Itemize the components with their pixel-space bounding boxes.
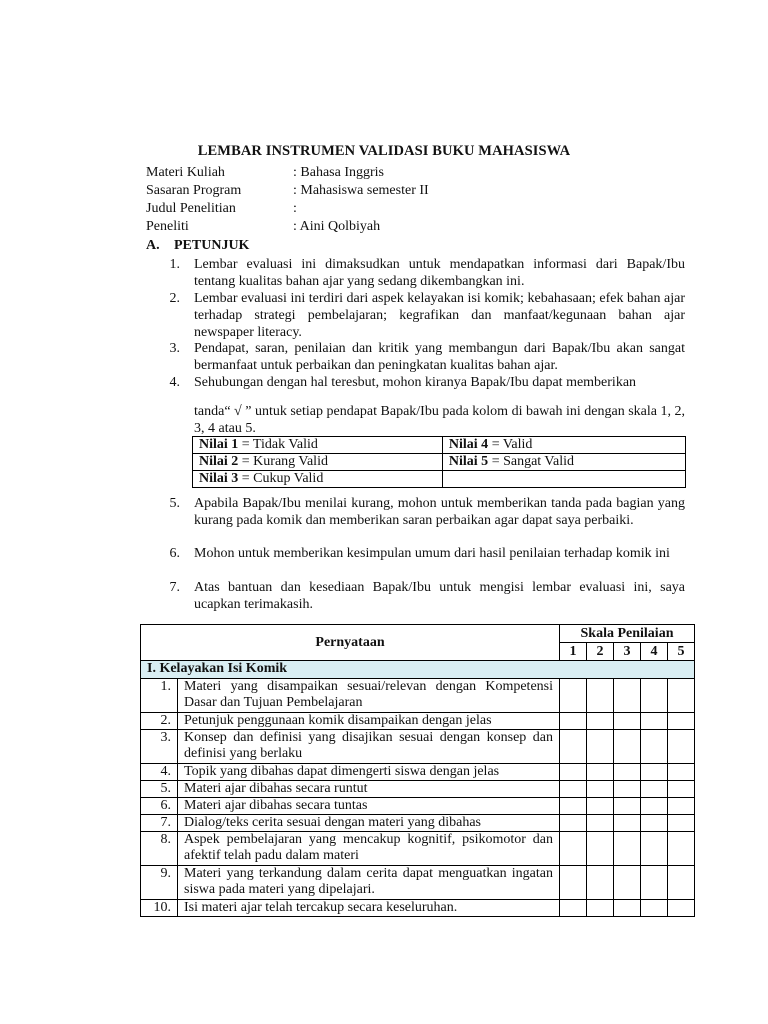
row-statement: Materi ajar dibahas secara tuntas xyxy=(178,798,560,815)
rating-cell[interactable] xyxy=(614,815,641,832)
rating-cell[interactable] xyxy=(560,713,587,730)
rating-cell[interactable] xyxy=(668,764,695,781)
table-row xyxy=(141,815,695,832)
instruction-number: 5. xyxy=(169,496,180,511)
rating-cell[interactable] xyxy=(641,866,668,900)
rating-cell[interactable] xyxy=(668,832,695,866)
meta-label: Peneliti xyxy=(146,219,189,234)
table-row xyxy=(141,900,695,917)
section-title: PETUNJUK xyxy=(174,238,250,253)
instruction-number: 3. xyxy=(169,341,180,356)
section-heading xyxy=(146,238,249,254)
table-row xyxy=(141,832,695,866)
instruction-number: 1. xyxy=(169,257,180,272)
row-statement: Materi yang terkandung dalam cerita dapat menguatkan ingatan siswa pada materi yang dipelajari. xyxy=(178,866,560,900)
table-row xyxy=(141,730,695,764)
rating-cell[interactable] xyxy=(587,832,614,866)
rating-cell[interactable] xyxy=(560,781,587,798)
instruction-number: 7. xyxy=(169,580,180,595)
row-statement: Aspek pembelajaran yang mencakup kognitif, psikomotor dan afektif telah padu dalam materi xyxy=(178,832,560,866)
instruction-number: 6. xyxy=(169,546,180,561)
rating-cell[interactable] xyxy=(587,781,614,798)
validation-table xyxy=(140,624,695,917)
row-number: 2. xyxy=(141,713,178,730)
scale-header: 4 xyxy=(641,643,668,661)
row-number: 7. xyxy=(141,815,178,832)
instruction-text: Lembar evaluasi ini terdiri dari aspek kelayakan isi komik; kebahasaan; efek bahan ajar terhadap strategi pembelajaran; kegrafikan dan manfaat/kegunaan bahan ajar newspaper literacy. xyxy=(194,291,685,340)
rating-cell: Nilai 4 = Valid xyxy=(442,437,685,454)
table-row xyxy=(141,764,695,781)
table-header-row xyxy=(141,625,695,643)
rating-cell xyxy=(442,471,685,488)
meta-label: Sasaran Program xyxy=(146,183,242,198)
scale-header: 1 xyxy=(560,643,587,661)
rating-cell[interactable] xyxy=(641,798,668,815)
section-row-title: I. Kelayakan Isi Komik xyxy=(141,661,695,679)
rating-cell[interactable] xyxy=(641,764,668,781)
row-number: 1. xyxy=(141,679,178,713)
meta-label: Judul Penelitian xyxy=(146,201,236,216)
rating-scale-table xyxy=(192,436,686,488)
rating-cell[interactable] xyxy=(614,713,641,730)
row-statement: Konsep dan definisi yang disajikan sesuai dengan konsep dan definisi yang berlaku xyxy=(178,730,560,764)
rating-cell: Nilai 3 = Cukup Valid xyxy=(193,471,443,488)
rating-cell[interactable] xyxy=(560,815,587,832)
meta-value: : Bahasa Inggris xyxy=(293,165,384,180)
table-row xyxy=(193,471,686,488)
rating-cell[interactable] xyxy=(614,866,641,900)
table-row xyxy=(193,437,686,454)
rating-cell[interactable] xyxy=(560,798,587,815)
section-letter: A. xyxy=(146,238,160,253)
rating-cell[interactable] xyxy=(641,832,668,866)
rating-cell[interactable] xyxy=(668,730,695,764)
rating-cell[interactable] xyxy=(641,900,668,917)
row-number: 6. xyxy=(141,798,178,815)
instruction-text: Pendapat, saran, penilaian dan kritik yang membangun dari Bapak/Ibu akan sangat bermanfaat untuk perbaikan dan peningkatan kualitas bahan ajar. xyxy=(194,341,685,373)
table-row xyxy=(141,781,695,798)
header-pernyataan: Pernyataan xyxy=(141,625,560,661)
rating-cell: Nilai 2 = Kurang Valid xyxy=(193,454,443,471)
rating-cell[interactable] xyxy=(641,713,668,730)
rating-cell[interactable] xyxy=(614,730,641,764)
rating-cell: Nilai 1 = Tidak Valid xyxy=(193,437,443,454)
document-title: LEMBAR INSTRUMEN VALIDASI BUKU MAHASISWA xyxy=(197,143,571,159)
row-statement: Materi ajar dibahas secara runtut xyxy=(178,781,560,798)
meta-label: Materi Kuliah xyxy=(146,165,225,180)
instruction-text: tanda“ √ ” untuk setiap pendapat Bapak/Ibu pada kolom di bawah ini dengan skala 1, 2, 3, 4 atau 5. xyxy=(194,404,685,436)
rating-cell[interactable] xyxy=(614,798,641,815)
rating-cell[interactable] xyxy=(560,866,587,900)
table-row xyxy=(141,679,695,713)
rating-cell[interactable] xyxy=(560,730,587,764)
row-statement: Isi materi ajar telah tercakup secara keseluruhan. xyxy=(178,900,560,917)
row-number: 9. xyxy=(141,866,178,900)
table-row xyxy=(193,454,686,471)
rating-cell[interactable] xyxy=(668,798,695,815)
instruction-text: Lembar evaluasi ini dimaksudkan untuk mendapatkan informasi dari Bapak/Ibu tentang kualitas bahan ajar yang sedang dikembangkan ini. xyxy=(194,257,685,289)
table-row xyxy=(141,798,695,815)
rating-cell[interactable] xyxy=(641,679,668,713)
rating-cell[interactable] xyxy=(668,815,695,832)
rating-cell[interactable] xyxy=(668,900,695,917)
row-number: 3. xyxy=(141,730,178,764)
rating-cell[interactable] xyxy=(614,832,641,866)
row-statement: Dialog/teks cerita sesuai dengan materi yang dibahas xyxy=(178,815,560,832)
meta-value: : xyxy=(293,201,297,216)
row-number: 4. xyxy=(141,764,178,781)
scale-header: 2 xyxy=(587,643,614,661)
row-number: 10. xyxy=(141,900,178,917)
instruction-text: Mohon untuk memberikan kesimpulan umum dari hasil penilaian terhadap komik ini xyxy=(194,546,670,561)
rating-cell[interactable] xyxy=(560,832,587,866)
rating-cell[interactable] xyxy=(560,900,587,917)
rating-cell[interactable] xyxy=(560,764,587,781)
row-statement: Topik yang dibahas dapat dimengerti siswa dengan jelas xyxy=(178,764,560,781)
section-row xyxy=(141,661,695,679)
instruction-text: Sehubungan dengan hal teresbut, mohon kiranya Bapak/Ibu dapat memberikan xyxy=(194,375,637,390)
rating-cell[interactable] xyxy=(587,730,614,764)
scale-header: 5 xyxy=(668,643,695,661)
rating-cell[interactable] xyxy=(560,679,587,713)
meta-value: : Mahasiswa semester II xyxy=(293,183,429,198)
rating-cell[interactable] xyxy=(614,764,641,781)
instruction-text: Apabila Bapak/Ibu menilai kurang, mohon untuk memberikan tanda pada bagian yang kurang pada komik dan memberikan saran perbaikan agar dapat saya perbaiki. xyxy=(194,496,685,528)
rating-cell[interactable] xyxy=(668,679,695,713)
instruction-number: 4. xyxy=(169,375,180,390)
rating-cell[interactable] xyxy=(668,713,695,730)
rating-cell[interactable] xyxy=(587,900,614,917)
rating-cell[interactable] xyxy=(668,781,695,798)
rating-cell[interactable] xyxy=(587,764,614,781)
row-statement: Petunjuk penggunaan komik disampaikan dengan jelas xyxy=(178,713,560,730)
row-number: 5. xyxy=(141,781,178,798)
rating-cell[interactable] xyxy=(614,781,641,798)
meta-value: : Aini Qolbiyah xyxy=(293,219,381,234)
rating-cell[interactable] xyxy=(614,900,641,917)
rating-cell[interactable] xyxy=(641,815,668,832)
row-number: 8. xyxy=(141,832,178,866)
rating-cell[interactable] xyxy=(668,866,695,900)
rating-cell[interactable] xyxy=(587,798,614,815)
row-statement: Materi yang disampaikan sesuai/relevan dengan Kompetensi Dasar dan Tujuan Pembelajaran xyxy=(178,679,560,713)
instruction-number: 2. xyxy=(169,291,180,306)
rating-cell[interactable] xyxy=(641,730,668,764)
rating-cell[interactable] xyxy=(614,679,641,713)
scale-header: 3 xyxy=(614,643,641,661)
rating-cell[interactable] xyxy=(587,815,614,832)
rating-cell[interactable] xyxy=(587,713,614,730)
instruction-text: Atas bantuan dan kesediaan Bapak/Ibu untuk mengisi lembar evaluasi ini, saya ucapkan terimakasih. xyxy=(194,580,685,612)
rating-cell[interactable] xyxy=(587,866,614,900)
rating-cell[interactable] xyxy=(641,781,668,798)
table-row xyxy=(141,713,695,730)
rating-cell[interactable] xyxy=(587,679,614,713)
table-row xyxy=(141,866,695,900)
rating-cell: Nilai 5 = Sangat Valid xyxy=(442,454,685,471)
header-skala: Skala Penilaian xyxy=(560,625,695,643)
